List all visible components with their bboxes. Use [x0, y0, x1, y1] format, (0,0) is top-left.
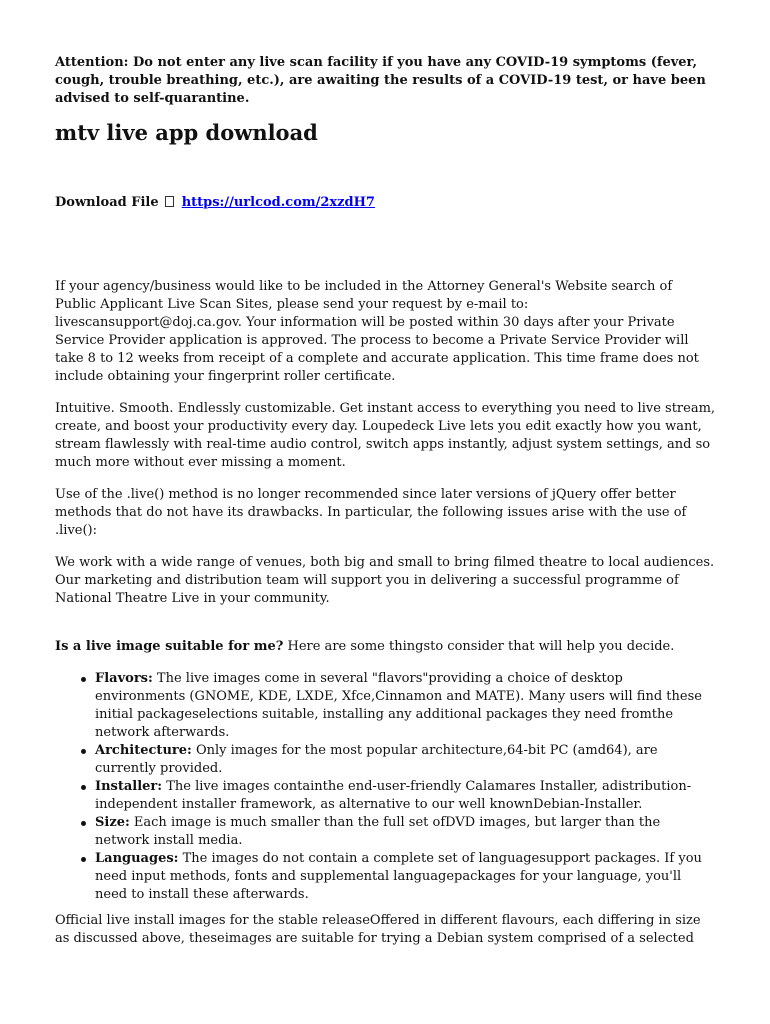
- feature-text: The live images containthe end-user-friendly Calamares Installer, adistribution-independent installer framework, as alternative to our well knownDebian-Installer.: [95, 779, 692, 812]
- list-item: [95, 850, 717, 904]
- paragraph-loupedeck: Intuitive. Smooth. Endlessly customizable. Get instant access to everything you need to live stream, create, and boost your productivity every day. Loupedeck Live lets you edit exactly how you want, stream flawlessly with real-time audio control, switch apps instantly, adjust system settings, and so much more without ever missing a moment.: [55, 401, 716, 470]
- feature-text: The live images come in several "flavors"providing a choice of desktop environments (GNOME, KDE, LXDE, Xfce,Cinnamon and MATE). Many users will find these initial packageselections suitable, installing any additional packages they need fromthe network afterwards.: [95, 671, 702, 740]
- feature-text: Each image is much smaller than the full set ofDVD images, but larger than the network install media.: [95, 815, 661, 848]
- paragraph-jquery-live: Use of the .live() method is no longer recommended since later versions of jQuery offer better methods that do not have its drawbacks. In particular, the following issues arise with the use of .live():: [55, 487, 687, 538]
- bullet-icon: [81, 677, 86, 682]
- feature-term: Installer:: [95, 779, 163, 794]
- feature-term: Size:: [95, 815, 130, 830]
- question-rest: Here are some thingsto consider that will help you decide.: [283, 639, 675, 654]
- feature-text: The images do not contain a complete set of languagesupport packages. If you need input methods, fonts and supplemental languagepackages for your language, you'll need to install these afterwards.: [95, 851, 702, 902]
- list-item: [95, 778, 717, 814]
- question-bold: Is a live image suitable for me?: [55, 639, 284, 654]
- feature-text: Only images for the most popular architecture,64-bit PC (amd64), are currently provided.: [95, 743, 658, 776]
- download-link[interactable]: https://urlcod.com/2xzdH7: [181, 195, 375, 210]
- question-line: [55, 638, 717, 656]
- paragraph-live-scan: If your agency/business would like to be included in the Attorney General's Website search of Public Applicant Live Scan Sites, please send your request by e-mail to: livescansupport@doj.ca.gov. Your information will be posted within 30 days after your Private Service Provider application is approved. The process to become a Private Service Provider will take 8 to 12 weeks from receipt of a complete and accurate application. This time frame does not include obtaining your fingerprint roller certificate.: [55, 279, 699, 384]
- paragraph-official-images: Official live install images for the stable releaseOffered in different flavours, each differing in size as discussed above, theseimages are suitable for trying a Debian system comprised of a selected: [55, 913, 701, 946]
- feature-term: Architecture:: [95, 743, 192, 758]
- feature-list: [55, 670, 717, 904]
- download-label: Download File: [55, 195, 159, 210]
- bullet-icon: [81, 785, 86, 790]
- bullet-icon: [81, 857, 86, 862]
- document-page: [55, 54, 717, 948]
- paragraph-theatre: We work with a wide range of venues, both big and small to bring filmed theatre to local audiences. Our marketing and distribution team will support you in delivering a successful programme of National Theatre Live in your community.: [55, 555, 715, 606]
- list-item: [95, 670, 717, 742]
- feature-term: Flavors:: [95, 671, 153, 686]
- page-title: mtv live app download: [55, 120, 318, 145]
- bullet-icon: [81, 821, 86, 826]
- covid-notice: Attention: Do not enter any live scan facility if you have any COVID-19 symptoms (fever, cough, trouble breathing, etc.), are awaiting the results of a COVID-19 test, or have been advised to self-quarantine.: [55, 55, 706, 106]
- list-item: [95, 742, 717, 778]
- bullet-icon: [81, 749, 86, 754]
- feature-term: Languages:: [95, 851, 179, 866]
- download-line: [55, 194, 717, 212]
- list-item: [95, 814, 717, 850]
- arrow-icon: [165, 196, 174, 207]
